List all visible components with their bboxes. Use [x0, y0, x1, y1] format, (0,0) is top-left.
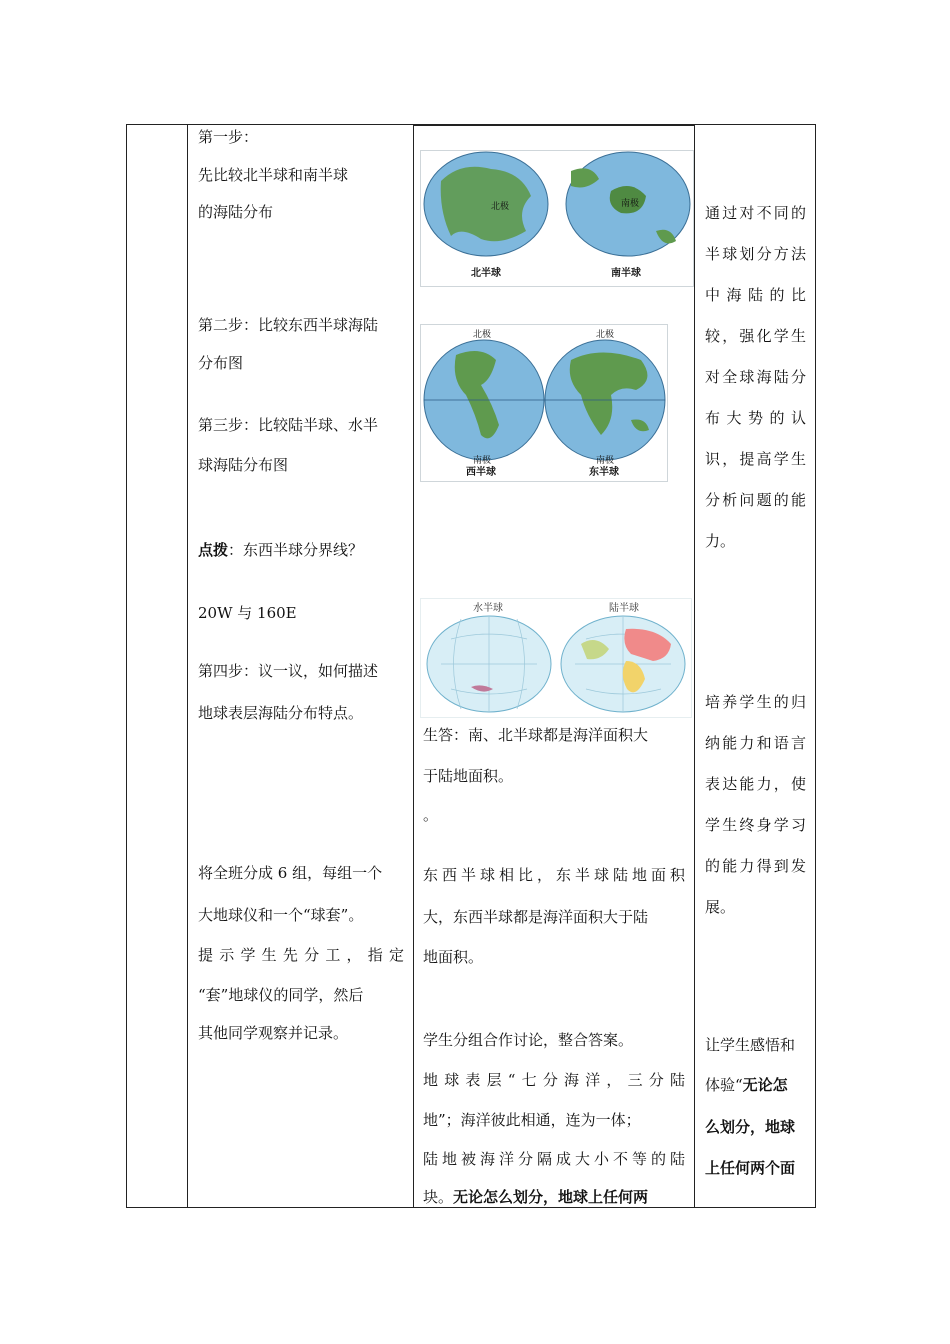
purpose-line: 分析问题的能 [705, 491, 806, 509]
purpose-line: 培养学生的归 [705, 693, 806, 711]
purpose-line: 纳能力和语言 [705, 734, 806, 752]
west-east-hemisphere-map [420, 324, 668, 482]
teacher-activity-cell [188, 125, 413, 1207]
north-pole-label: 北极 [596, 330, 615, 340]
north-hemisphere-label: 北半球 [471, 268, 501, 279]
south-hemisphere-label: 南半球 [611, 268, 641, 279]
group-line: 其他同学观察并记录。 [198, 1024, 349, 1042]
group-line: 提示学生先分工，指定 [198, 946, 404, 964]
answer-line: 生答：南、北半球都是海洋面积大 [423, 726, 649, 744]
step1-line: 先比较北半球和南半球 [198, 166, 349, 184]
answer-line: 东西半球相比，东半球陆地面积 [423, 866, 685, 884]
purpose-line: 表达能力，使 [705, 775, 806, 793]
purpose-line: 上任何两个面 [705, 1159, 796, 1177]
purpose-line: 展。 [705, 898, 736, 916]
south-pole-label: 南极 [473, 456, 492, 466]
step1-line: 第一步： [198, 128, 259, 146]
answer-line: 陆地被海洋分隔成大小不等的陆 [423, 1150, 685, 1168]
purpose-line: 通过对不同的 [705, 204, 806, 222]
answer-line: 地面积。 [423, 948, 484, 966]
lesson-table [126, 124, 816, 1208]
purpose-line: 的能力得到发 [705, 857, 806, 875]
north-pole-label: 北极 [491, 202, 510, 212]
east-hemisphere-label: 东半球 [589, 467, 619, 478]
answer-line: 大，东西半球都是海洋面积大于陆 [423, 908, 649, 926]
answer-line: 地”；海洋彼此相通，连为一体； [423, 1111, 641, 1129]
step3-line: 第三步：比较陆半球、水半 [198, 416, 379, 434]
north-south-hemisphere-map [420, 150, 694, 287]
hint-answer: 20W 与 160E [198, 604, 297, 622]
purpose-line: 半球划分方法 [705, 245, 806, 263]
design-purpose-cell [695, 125, 815, 1207]
north-pole-label: 北极 [473, 330, 492, 340]
purpose-line: 对全球海陆分 [705, 368, 806, 386]
step4-line: 地球表层海陆分布特点。 [198, 704, 364, 722]
purpose-plain: 体验“ [705, 1076, 743, 1094]
west-hemisphere-label: 西半球 [466, 467, 496, 478]
south-pole-label: 南极 [596, 456, 615, 466]
step1-line: 的海陆分布 [198, 203, 274, 221]
group-line: “套”地球仪的同学，然后 [198, 986, 364, 1004]
row-divider [414, 125, 694, 126]
south-pole-label: 南极 [621, 199, 640, 209]
step2-line: 分布图 [198, 354, 244, 372]
student-activity-cell [414, 125, 694, 1207]
purpose-line: 中海陆的比 [705, 286, 806, 304]
hint-text: ：东西半球分界线？ [228, 541, 364, 559]
hint-label: 点拨 [198, 541, 229, 559]
answer-line: 地球表层“七分海洋，三分陆 [423, 1071, 685, 1089]
answer-line: 于陆地面积。 [423, 767, 514, 785]
purpose-line: 力。 [705, 532, 736, 550]
land-hemisphere-label: 陆半球 [609, 603, 639, 614]
group-line: 大地球仪和一个“球套”。 [198, 906, 364, 924]
purpose-line: 学生终身学习 [705, 816, 806, 834]
water-land-hemisphere-map [420, 598, 692, 718]
answer-plain: 块。 [423, 1188, 454, 1206]
purpose-line: 让学生感悟和 [705, 1036, 796, 1054]
answer-line: 。 [423, 806, 439, 824]
hint-line [198, 540, 363, 560]
answer-line: 学生分组合作讨论，整合答案。 [423, 1031, 634, 1049]
purpose-bold: 无论怎 [742, 1076, 788, 1094]
purpose-line [705, 1075, 788, 1095]
answer-bold: 无论怎么划分，地球上任何两 [453, 1188, 649, 1206]
purpose-line: 么划分，地球 [705, 1118, 796, 1136]
water-hemisphere-label: 水半球 [473, 603, 503, 614]
group-line: 将全班分成 6 组，每组一个 [198, 864, 383, 882]
step3-line: 球海陆分布图 [198, 456, 289, 474]
step2-line: 第二步：比较东西半球海陆 [198, 316, 379, 334]
answer-line [423, 1187, 648, 1207]
purpose-line: 较，强化学生 [705, 327, 806, 345]
purpose-line: 识，提高学生 [705, 450, 806, 468]
purpose-line: 布大势的认 [705, 409, 806, 427]
step4-line: 第四步：议一议，如何描述 [198, 662, 379, 680]
